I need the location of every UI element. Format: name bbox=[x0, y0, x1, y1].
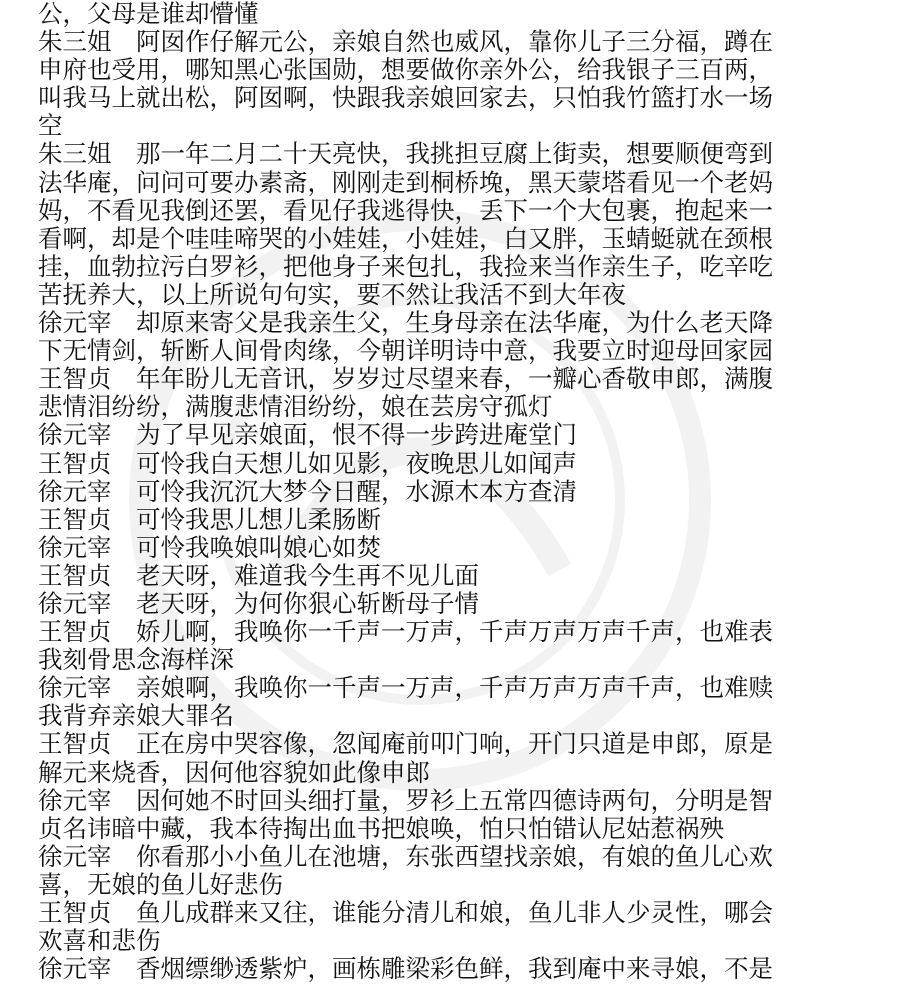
script-line: 王智贞 鱼儿成群来又往，谁能分清儿和娘，鱼儿非人少灵性，哪会 bbox=[38, 898, 773, 927]
script-line: 欢喜和悲伤 bbox=[38, 926, 161, 956]
script-line: 徐元宰 因何她不时回头细打量，罗衫上五常四德诗两句，分明是智 bbox=[38, 785, 773, 815]
script-page bbox=[38, 0, 888, 1000]
script-line: 徐元宰 你看那小小鱼儿在池塘，东张西望找亲娘，有娘的鱼儿心欢 bbox=[38, 841, 773, 871]
script-line: 我背弃亲娘大罪名 bbox=[38, 701, 234, 731]
script-line: 下无情剑，斩断人间骨肉缘，今朝详明诗中意，我要立时迎母回家园 bbox=[38, 336, 773, 366]
script-line: 徐元宰 可怜我沉沉大梦今日醒，水源木本方查清 bbox=[38, 476, 577, 506]
script-line: 申府也受用，哪知黑心张国勋，想要做你亲外公，给我银子三百两， bbox=[38, 55, 773, 85]
script-line: 朱三姐 阿囡作仔解元公，亲娘自然也威风，靠你儿子三分福，蹲在 bbox=[38, 27, 773, 57]
script-line: 空 bbox=[38, 111, 63, 141]
script-line: 徐元宰 亲娘啊，我唤你一千声一万声，千声万声万声千声，也难赎 bbox=[38, 673, 773, 703]
script-line: 徐元宰 为了早见亲娘面，恨不得一步跨进庵堂门 bbox=[38, 420, 577, 450]
script-line: 看啊，却是个哇哇啼哭的小娃娃，小娃娃，白又胖，玉蜻蜓就在颈根 bbox=[38, 223, 773, 253]
script-line: 徐元宰 可怜我唤娘叫娘心如焚 bbox=[38, 532, 381, 562]
script-line: 贞名讳暗中藏，我本待掏出血书把娘唤，怕只怕错认尼姑惹祸殃 bbox=[38, 813, 724, 843]
script-line: 喜，无娘的鱼儿好悲伤 bbox=[38, 869, 283, 899]
script-line: 徐元宰 老天呀，为何你狠心斩断母子情 bbox=[38, 588, 479, 618]
script-line: 法华庵，问问可要办素斋，刚刚走到桐桥堍，黑天蒙塔看见一个老妈 bbox=[38, 167, 773, 197]
script-line: 挂，血勃拉污白罗衫，把他身子来包扎，我捡来当作亲生子，吃辛吃 bbox=[38, 251, 773, 281]
script-line: 朱三姐 那一年二月二十天亮快，我挑担豆腐上街卖，想要顺便弯到 bbox=[38, 139, 773, 169]
script-line: 叫我马上就出松，阿囡啊，快跟我亲娘回家去，只怕我竹篮打水一场 bbox=[38, 83, 773, 113]
script-line: 王智贞 正在房中哭容像，忽闻庵前叩门响，开门只道是申郎，原是 bbox=[38, 729, 773, 759]
script-line: 公，父母是谁却懵懂 bbox=[38, 0, 259, 28]
script-line: 王智贞 老天呀，难道我今生再不见儿面 bbox=[38, 560, 479, 590]
script-line: 徐元宰 香烟缥缈透紫炉，画栋雕梁彩色鲜，我到庵中来寻娘，不是 bbox=[38, 954, 773, 984]
script-line: 妈，不看见我倒还罢，看见仔我逃得快，丢下一个大包裹，抱起来一 bbox=[38, 195, 773, 225]
script-line: 徐元宰 却原来寄父是我亲生父，生身母亲在法华庵，为什么老天降 bbox=[38, 308, 773, 338]
script-line: 我刻骨思念海样深 bbox=[38, 645, 234, 675]
script-line: 解元来烧香，因何他容貌如此像申郎 bbox=[38, 757, 430, 787]
script-line: 王智贞 可怜我思儿想儿柔肠断 bbox=[38, 504, 381, 534]
script-line: 悲情泪纷纷，满腹悲情泪纷纷，娘在芸房守孤灯 bbox=[38, 392, 553, 422]
script-line: 王智贞 可怜我白天想儿如见影，夜晚思儿如闻声 bbox=[38, 448, 577, 478]
script-line: 王智贞 娇儿啊，我唤你一千声一万声，千声万声万声千声，也难表 bbox=[38, 617, 773, 647]
script-line: 王智贞 年年盼儿无音讯，岁岁过尽望来春，一瓣心香敬申郎，满腹 bbox=[38, 364, 773, 394]
script-line: 苦抚养大，以上所说句句实，要不然让我活不到大年夜 bbox=[38, 279, 626, 309]
